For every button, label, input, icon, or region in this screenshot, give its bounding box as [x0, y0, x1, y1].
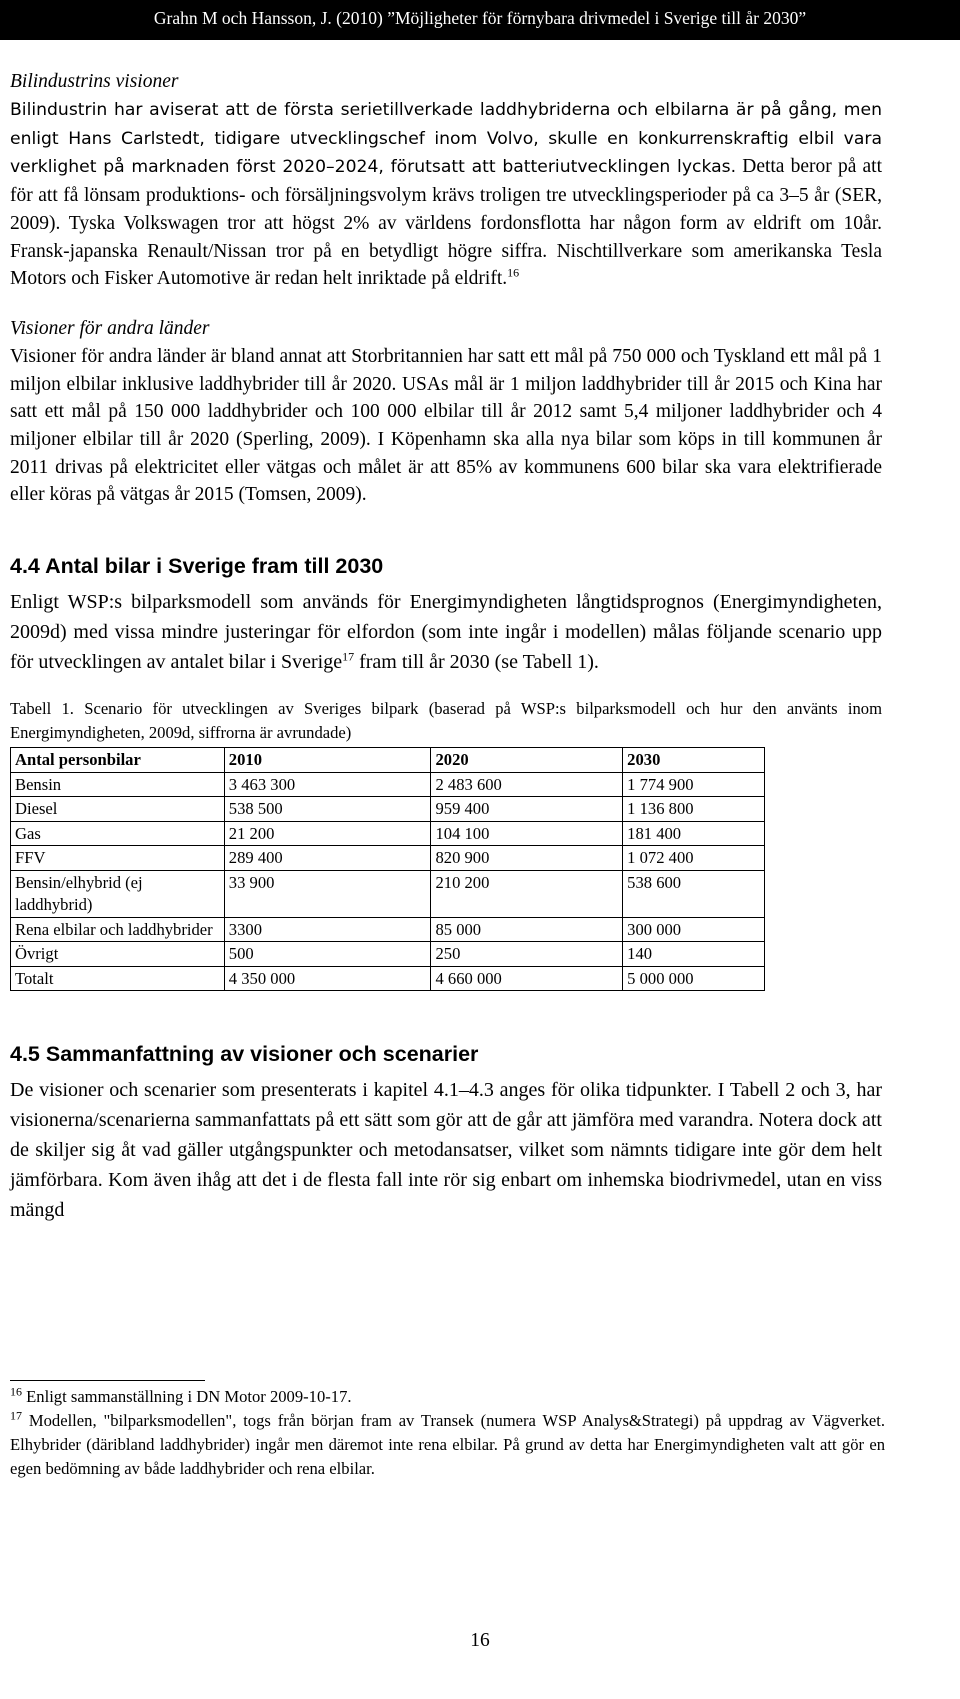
footnote-number: 17	[10, 1408, 22, 1423]
paragraph-bilindustri-part1: Bilindustrin har aviserat att de första serietillverkade laddhybriderna och elbilarna är på gång, men enligt Hans Carlstedt, tidigare utvecklingschef inom Volvo, skulle en konkurrenskraftig elbil vara verklighet på marknaden först 2020–2024, förutsatt att batteriutvecklingen lyckas.	[10, 100, 882, 178]
table-row	[11, 846, 765, 871]
table-cell: 5 000 000	[623, 966, 765, 991]
paragraph-4-5: De visioner och scenarier som presenterats i kapitel 4.1–4.3 anges för olika tidpunkter. I Tabell 2 och 3, har visionerna/scenarierna sammanfattats på ett sätt som gör att de går att jämföra med varandra. Notera dock att de skiljer sig åt vad gäller utgångspunkter och metodansatser, vilket som nämnts tidigare inte gör dem helt jämförbara. Kom även ihåg att det i de flesta fall inte rör sig enbart om inhemska biodrivmedel, utan en viss mängd	[10, 1079, 882, 1222]
table-cell: 538 600	[623, 870, 765, 917]
table-cell: 1 136 800	[623, 797, 765, 822]
table-cell: 104 100	[431, 821, 623, 846]
table-cell: 289 400	[224, 846, 431, 871]
table1-caption-text: Scenario för utvecklingen av Sveriges bilpark (baserad på WSP:s bilparksmodell och hur den använts inom Energimyndigheten, 2009d, siffrorna är avrundade)	[10, 699, 883, 743]
table-row	[11, 797, 765, 822]
table1-header-cell: 2030	[623, 748, 765, 773]
table-cell: FFV	[11, 846, 225, 871]
table-row	[11, 917, 765, 942]
section-number-4-5: 4.5	[10, 1042, 40, 1067]
table-cell: Gas	[11, 821, 225, 846]
running-header	[0, 0, 960, 40]
table-cell: 500	[224, 942, 431, 967]
table1-header-row	[11, 748, 765, 773]
table1-caption	[10, 697, 882, 745]
table1	[10, 747, 765, 991]
table-cell: 250	[431, 942, 623, 967]
table-cell: Totalt	[11, 966, 225, 991]
paragraph-4-4	[10, 587, 882, 677]
footnote-16	[10, 1385, 885, 1409]
table-row	[11, 821, 765, 846]
table-row	[11, 966, 765, 991]
table1-caption-label: Tabell 1.	[10, 699, 85, 719]
table-cell: Rena elbilar och laddhybrider	[11, 917, 225, 942]
table-row	[11, 870, 765, 917]
paragraph-4-4-text-end: fram till år 2030 (se Tabell 1).	[354, 651, 599, 674]
paragraph-bilindustri	[10, 96, 882, 293]
footnote-17	[10, 1409, 885, 1481]
footnote-number: 16	[10, 1384, 22, 1399]
table-cell: 538 500	[224, 797, 431, 822]
table-cell: Diesel	[11, 797, 225, 822]
table-cell: 959 400	[431, 797, 623, 822]
table-cell: 300 000	[623, 917, 765, 942]
table-cell: 4 660 000	[431, 966, 623, 991]
table-cell: Övrigt	[11, 942, 225, 967]
footnote-ref-17[interactable]: 17	[342, 649, 355, 664]
table-cell: Bensin	[11, 772, 225, 797]
section-title-4-4: Antal bilar i Sverige fram till 2030	[39, 554, 384, 579]
table-cell: 4 350 000	[224, 966, 431, 991]
section-heading-4-4	[10, 551, 882, 581]
section-heading-4-5	[10, 1039, 882, 1069]
table-cell: 33 900	[224, 870, 431, 917]
table1-header-cell: 2020	[431, 748, 623, 773]
table-cell: 2 483 600	[431, 772, 623, 797]
table1-header-cell: Antal personbilar	[11, 748, 225, 773]
subheading-andra-lander: Visioner för andra länder	[10, 317, 210, 339]
table-cell: 181 400	[623, 821, 765, 846]
table-cell: 1 774 900	[623, 772, 765, 797]
paragraph-andra-lander: Visioner för andra länder är bland annat att Storbritannien har satt ett mål på 750 000 och Tyskland ett mål på 1 miljon elbilar inklusive laddhybrider till år 2020. USAs mål är 1 miljon laddhybrider till år 2015 och Kina har satt ett mål på 150 000 laddhybrider och 100 000 elbilar till år 2012 samt 5,4 miljoner laddhybrider och 4 miljoner elbilar till år 2020 (Sperling, 2009). I Köpenhamn ska alla nya bilar som köps in till kommunen år 2011 drivas på elektricitet eller vätgas och målet är att 85% av kommunens 600 bilar ska vara elektrifierade eller köras på vätgas år 2015 (Tomsen, 2009).	[10, 345, 882, 506]
table-row	[11, 772, 765, 797]
table-cell: 21 200	[224, 821, 431, 846]
page-number: 16	[470, 1630, 490, 1651]
footnotes	[10, 1380, 885, 1481]
table-cell: 210 200	[431, 870, 623, 917]
table-cell: 1 072 400	[623, 846, 765, 871]
subheading-bilindustri: Bilindustrins visioner	[10, 71, 179, 92]
page-body	[10, 68, 882, 1225]
section-number-4-4: 4.4	[10, 554, 40, 579]
footnote-separator	[10, 1380, 205, 1381]
paragraph-4-4-text: Enligt WSP:s bilparksmodell som används för Energimyndigheten långtidsprognos (Energimyndigheten, 2009d) med vissa mindre justeringar för elfordon (som inte ingår i modellen) målas följande scenario upp för utvecklingen av antalet bilar i Sverige	[10, 591, 882, 674]
footnote-text: Modellen, "bilparksmodellen", togs från början fram av Transek (numera WSP Analys&Strategi) på uppdrag av Vägverket. Elhybrider (däribland laddhybrider) ingår men däremot inte rena elbilar. På grund av detta har Energimyndigheten valt att gör en egen bedömning av både laddhybrider och rena elbilar.	[10, 1411, 885, 1478]
table-cell: 85 000	[431, 917, 623, 942]
table-cell: 140	[623, 942, 765, 967]
table-cell: 820 900	[431, 846, 623, 871]
section-title-4-5: Sammanfattning av visioner och scenarier	[39, 1042, 479, 1067]
table-cell: Bensin/elhybrid (ej laddhybrid)	[11, 870, 225, 917]
paragraph-bilindustri-part2: Detta beror på att för att få lönsam produktions- och försäljningsvolym krävs troligen tre utvecklingsperioder på ca 3–5 år (SER, 2009). Tyska Volkswagen tror att högst 2% av världens fordonsflotta har någon form av eldrift om 10år. Fransk-japanska Renault/Nissan tror på en betydligt högre siffra. Nischtillverkare som amerikanska Tesla Motors och Fisker Automotive är redan helt inriktade på eldrift.	[10, 156, 883, 290]
table-cell: 3 463 300	[224, 772, 431, 797]
table-cell: 3300	[224, 917, 431, 942]
table1-header-cell: 2010	[224, 748, 431, 773]
footnote-ref-16[interactable]: 16	[507, 265, 520, 280]
footnote-text: Enligt sammanställning i DN Motor 2009-10-17.	[22, 1387, 352, 1406]
running-header-title: Grahn M och Hansson, J. (2010) ”Möjligheter för förnybara drivmedel i Sverige till år 2030”	[153, 8, 807, 28]
table-row	[11, 942, 765, 967]
